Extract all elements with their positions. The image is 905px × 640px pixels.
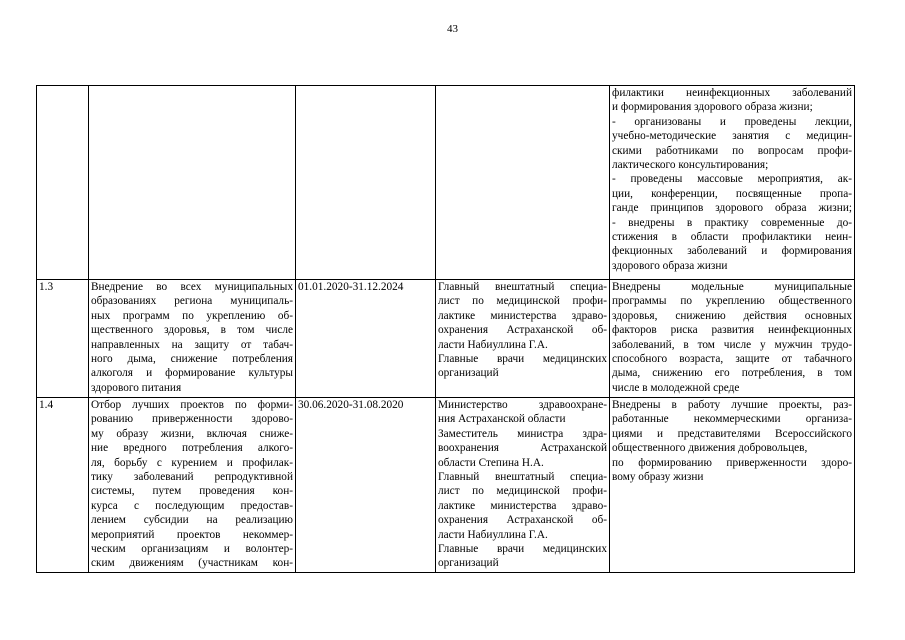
result-line: здоровья, снижению действия основных <box>612 309 852 322</box>
event-line: здорового питания <box>91 381 182 394</box>
event-cell <box>89 86 296 280</box>
result-line: циями и представителями Всероссийского <box>612 427 852 440</box>
event-line: щественного здоровья, в том числе <box>91 324 293 337</box>
result-line: вому образу жизни <box>612 471 704 484</box>
responsible-line: ласти Набиуллина Г.А. <box>438 528 548 541</box>
result-line: здорового образа жизни <box>612 259 728 272</box>
result-line: - проведены массовые мероприятия, ак- <box>612 173 852 186</box>
result-line: программы по укреплению общественного <box>612 295 852 308</box>
responsible-line: лактике министерства здраво- <box>438 309 607 322</box>
event-cell <box>89 280 296 398</box>
responsible-cell <box>436 280 610 398</box>
result-line: учебно-методические занятия с медицин- <box>612 130 852 143</box>
event-line: Отбор лучших проектов по форми- <box>91 399 293 411</box>
result-line: общественного движения добровольцев, <box>612 442 808 455</box>
responsible-line: организаций <box>438 367 499 380</box>
result-line: стижения в области профилактики неин- <box>612 231 852 244</box>
plan-table <box>36 85 855 573</box>
responsible-line: Главные врачи медицинских <box>438 543 607 556</box>
responsible-line: организаций <box>438 557 499 570</box>
responsible-line: Главный внештатный специа- <box>438 281 607 293</box>
result-line: работанные некоммерческими организа- <box>612 413 852 426</box>
responsible-line: охранения Астраханской об- <box>438 324 607 337</box>
result-cell <box>610 280 855 398</box>
responsible-line: воохранения Астраханской <box>438 442 607 455</box>
responsible-cell <box>436 86 610 280</box>
result-line: скими работниками по вопросам профи- <box>612 144 852 157</box>
result-line: Внедрены в работу лучшие проекты, раз- <box>612 399 852 411</box>
result-line: заболеваний, в том числе у мужчин трудо- <box>612 338 852 351</box>
event-line: му образу жизни, включая сниже- <box>91 427 293 440</box>
event-line: ние вредного потребления алкого- <box>91 442 293 455</box>
responsible-line: лист по медицинской профи- <box>438 295 607 308</box>
result-line: - внедрены в практику современные до- <box>612 216 852 229</box>
event-line: ля, борьбу с курением и профилак- <box>91 456 293 469</box>
responsible-line: Заместитель министра здра- <box>438 427 607 440</box>
responsible-line: охранения Астраханской об- <box>438 514 607 527</box>
responsible-line: ласти Набиуллина Г.А. <box>438 338 548 351</box>
event-line: направленных на защиту от табач- <box>91 338 293 351</box>
result-line: способного возраста, защите от табачного <box>612 353 852 366</box>
result-cell <box>610 86 855 280</box>
result-line: по формированию приверженности здоро- <box>612 456 852 469</box>
responsible-cell <box>436 398 610 573</box>
result-line: лактического консультирования; <box>612 159 769 172</box>
event-line: ческим организациям и волонтер- <box>91 543 293 556</box>
row-number-cell <box>37 86 89 280</box>
responsible-line: лактике министерства здраво- <box>438 499 607 512</box>
result-line: ции, конференции, посвященные пропа- <box>612 187 852 200</box>
responsible-line: Главный внештатный специа- <box>438 471 607 484</box>
event-line: мероприятий проектов некоммер- <box>91 528 293 541</box>
table-row-1-4 <box>37 398 855 573</box>
period-cell: 01.01.2020-31.12.2024 <box>296 280 436 398</box>
event-line: ных программ по укреплению об- <box>91 309 293 322</box>
event-line: Внедрение во всех муниципальных <box>91 281 293 293</box>
responsible-line: Главные врачи медицинских <box>438 353 607 366</box>
result-line: факторов риска развития неинфекционных <box>612 324 852 337</box>
table-row-1-3 <box>37 280 855 398</box>
event-line: ским движениям (участникам кон- <box>91 557 293 570</box>
result-line: числе в молодежной среде <box>612 381 740 394</box>
result-line: - организованы и проведены лекции, <box>612 115 852 128</box>
page-number: 43 <box>447 23 458 35</box>
event-line: рованию приверженности здорово- <box>91 413 293 426</box>
responsible-line: ния Астраханской области <box>438 413 566 426</box>
row-number-cell: 1.4 <box>37 398 89 573</box>
responsible-line: области Степина Н.А. <box>438 456 544 469</box>
responsible-line: лист по медицинской профи- <box>438 485 607 498</box>
period-cell <box>296 86 436 280</box>
period-cell: 30.06.2020-31.08.2020 <box>296 398 436 573</box>
row-number-cell: 1.3 <box>37 280 89 398</box>
event-cell <box>89 398 296 573</box>
result-line: Внедрены модельные муниципальные <box>612 281 852 293</box>
result-line: филактики неинфекционных заболеваний <box>612 87 852 99</box>
event-line: ного дыма, снижение потребления <box>91 353 293 366</box>
result-line: ганде принципов здорового образа жизни; <box>612 202 852 215</box>
responsible-line: Министерство здравоохране- <box>438 399 607 411</box>
event-line: лением субсидии на реализацию <box>91 514 293 527</box>
event-line: курса с последующим предостав- <box>91 499 293 512</box>
result-line: дыма, снижению его потребления, в том <box>612 367 852 380</box>
table-row-continuation <box>37 86 855 280</box>
result-cell <box>610 398 855 573</box>
event-line: системы, путем проведения кон- <box>91 485 293 498</box>
event-line: образованиях региона муниципаль- <box>91 295 293 308</box>
result-line: и формирования здорового образа жизни; <box>612 101 813 114</box>
event-line: тику заболеваний репродуктивной <box>91 471 293 484</box>
event-line: алкоголя и формирование культуры <box>91 367 293 380</box>
result-line: фекционных заболеваний и формирования <box>612 245 852 258</box>
